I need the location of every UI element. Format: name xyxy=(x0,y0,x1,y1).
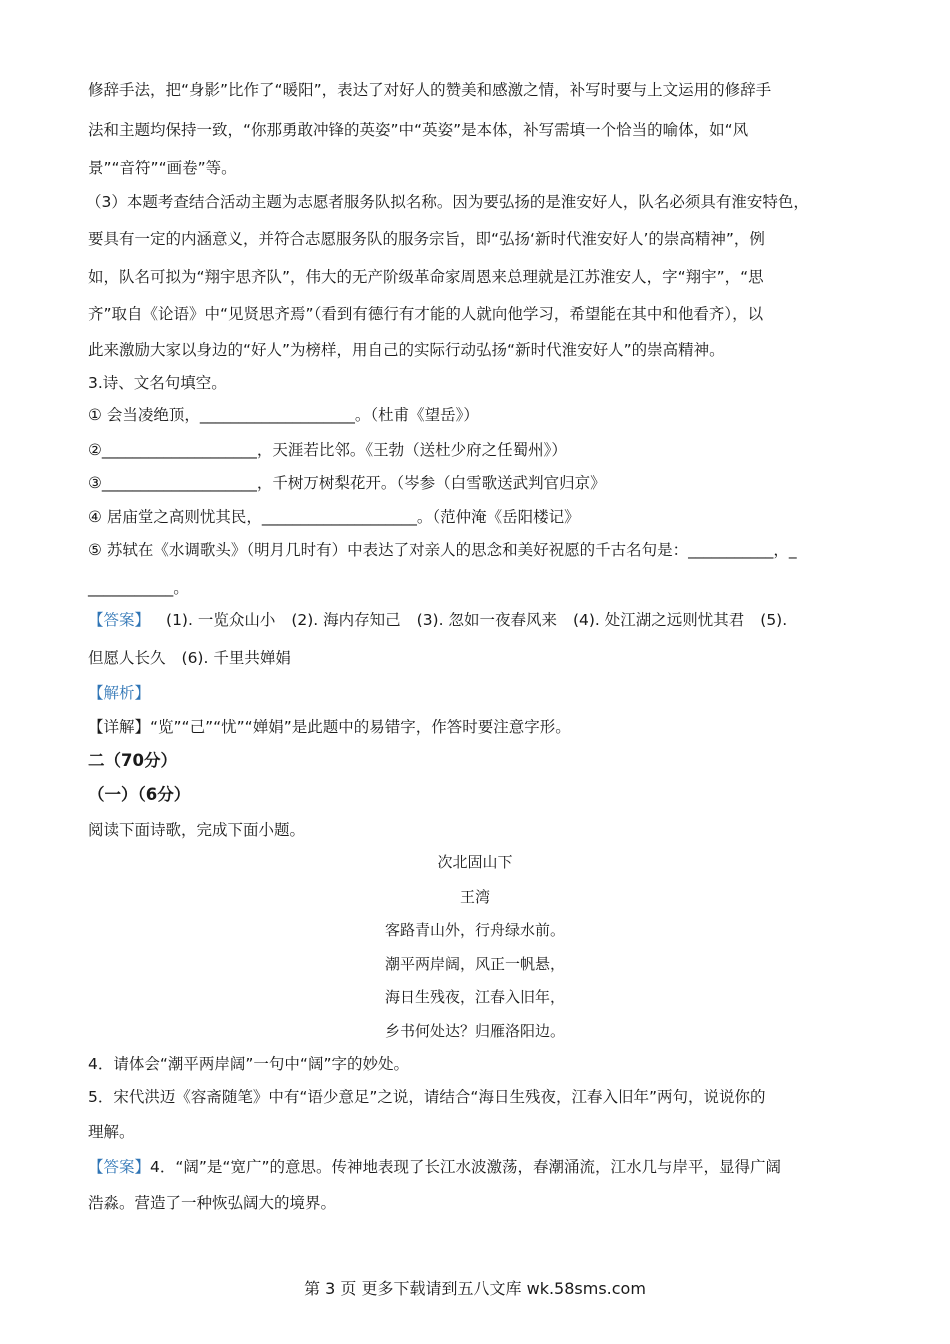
subsection-heading: （一）（6分） xyxy=(88,785,191,804)
reading-intro: 阅读下面诗歌，完成下面小题。 xyxy=(88,821,306,839)
answer-line xyxy=(88,610,863,630)
answer-item: (4). 处江湖之远则忧其君 xyxy=(572,611,745,629)
fill-blank-item: ⑤ 苏轼在《水调歌头》（明月几时有）中表达了对亲人的思念和美好祝愿的千古名句是：___________，_ xyxy=(88,541,797,559)
answer-item: (3). 忽如一夜春风来 xyxy=(416,611,557,629)
detail-text: 【详解】“览”“己”“忧”“婵娟”是此题中的易错字，作答时要注意字形。 xyxy=(88,718,571,736)
poem-line: 潮平两岸阔，风正一帆悬， xyxy=(384,955,565,973)
analysis-text-line: 要具有一定的内涵意义，并符合志愿服务队的服务宗旨，即“弘扬‘新时代淮安好人’的崇高精神”，例 xyxy=(88,230,765,248)
answer-label: 【答案】 xyxy=(88,1158,151,1176)
question-title: 3.诗、文名句填空。 xyxy=(88,374,227,392)
analysis-text-line: （3）本题考查结合活动主题为志愿者服务队拟名称。因为要弘扬的是淮安好人，队名必须具有淮安特色， xyxy=(86,193,809,211)
fill-blank-item: ②____________________，天涯若比邻。《王勃（送杜少府之任蜀州》） xyxy=(88,441,567,459)
fill-blank-item: ___________。 xyxy=(88,579,189,597)
fill-blank-item: ③____________________，千树万树梨花开。（岑参（白雪歌送武判官归京》 xyxy=(88,474,606,492)
poem-line: 客路青山外，行舟绿水前。 xyxy=(384,921,565,939)
analysis-text-line: 此来激励大家以身边的“好人”为榜样，用自己的实际行动弘扬“新时代淮安好人”的崇高精神。 xyxy=(88,341,725,359)
poem-title: 次北固山下 xyxy=(437,853,513,871)
answer-line xyxy=(88,648,863,668)
answer-item: 但愿人长久 xyxy=(88,649,166,667)
page-footer: 第 3 页 更多下载请到五八文库 wk.58sms.com xyxy=(304,1279,646,1298)
question-5: 5．宋代洪迈《容斋随笔》中有“语少意足”之说，请结合“海日生残夜，江春入旧年”两句，说说你的 xyxy=(88,1088,766,1106)
answer-text-cont: 浩淼。营造了一种恢弘阔大的境界。 xyxy=(88,1194,337,1212)
poem-line: 乡书何处达？归雁洛阳边。 xyxy=(384,1022,565,1040)
section-heading: 二（70分） xyxy=(88,751,177,770)
poem-line: 海日生残夜，江春入旧年， xyxy=(384,988,565,1006)
question-5-cont: 理解。 xyxy=(88,1123,135,1141)
answer-line xyxy=(88,1157,863,1177)
analysis-label: 【解析】 xyxy=(88,684,151,702)
analysis-text-line: 景”“音符”“画卷”等。 xyxy=(88,159,237,177)
answer-item: (6). 千里共婵娟 xyxy=(181,649,291,667)
answer-item: (5). xyxy=(760,611,788,629)
analysis-text-line: 齐”取自《论语》中“见贤思齐焉”（看到有德行有才能的人就向他学习，希望能在其中和他看齐），以 xyxy=(88,305,764,323)
answer-label: 【答案】 xyxy=(88,611,151,629)
poem-author: 王湾 xyxy=(459,888,490,906)
fill-blank-item: ④ 居庙堂之高则忧其民，____________________。（范仲淹《岳阳楼记》 xyxy=(88,508,580,526)
answer-item: (2). 海内存知己 xyxy=(291,611,401,629)
analysis-text-line: 修辞手法，把“身影”比作了“暖阳”，表达了对好人的赞美和感激之情，补写时要与上文运用的修辞手 xyxy=(88,81,772,99)
answer-text: 4．“阔”是“宽广”的意思。传神地表现了长江水波激荡，春潮涌流，江水几与岸平，显得广阔 xyxy=(150,1158,782,1176)
question-4: 4．请体会“潮平两岸阔”一句中“阔”字的妙处。 xyxy=(88,1055,409,1073)
fill-blank-item: ① 会当凌绝顶，____________________。（杜甫《望岳》） xyxy=(88,406,479,424)
analysis-text-line: 如，队名可拟为“翔宇思齐队”，伟大的无产阶级革命家周恩来总理就是江苏淮安人，字“翔宇”，“思 xyxy=(88,268,764,286)
analysis-text-line: 法和主题均保持一致，“你那勇敢冲锋的英姿”中“英姿”是本体，补写需填一个恰当的喻体，如“风 xyxy=(88,121,749,139)
answer-item: (1). 一览众山小 xyxy=(166,611,276,629)
